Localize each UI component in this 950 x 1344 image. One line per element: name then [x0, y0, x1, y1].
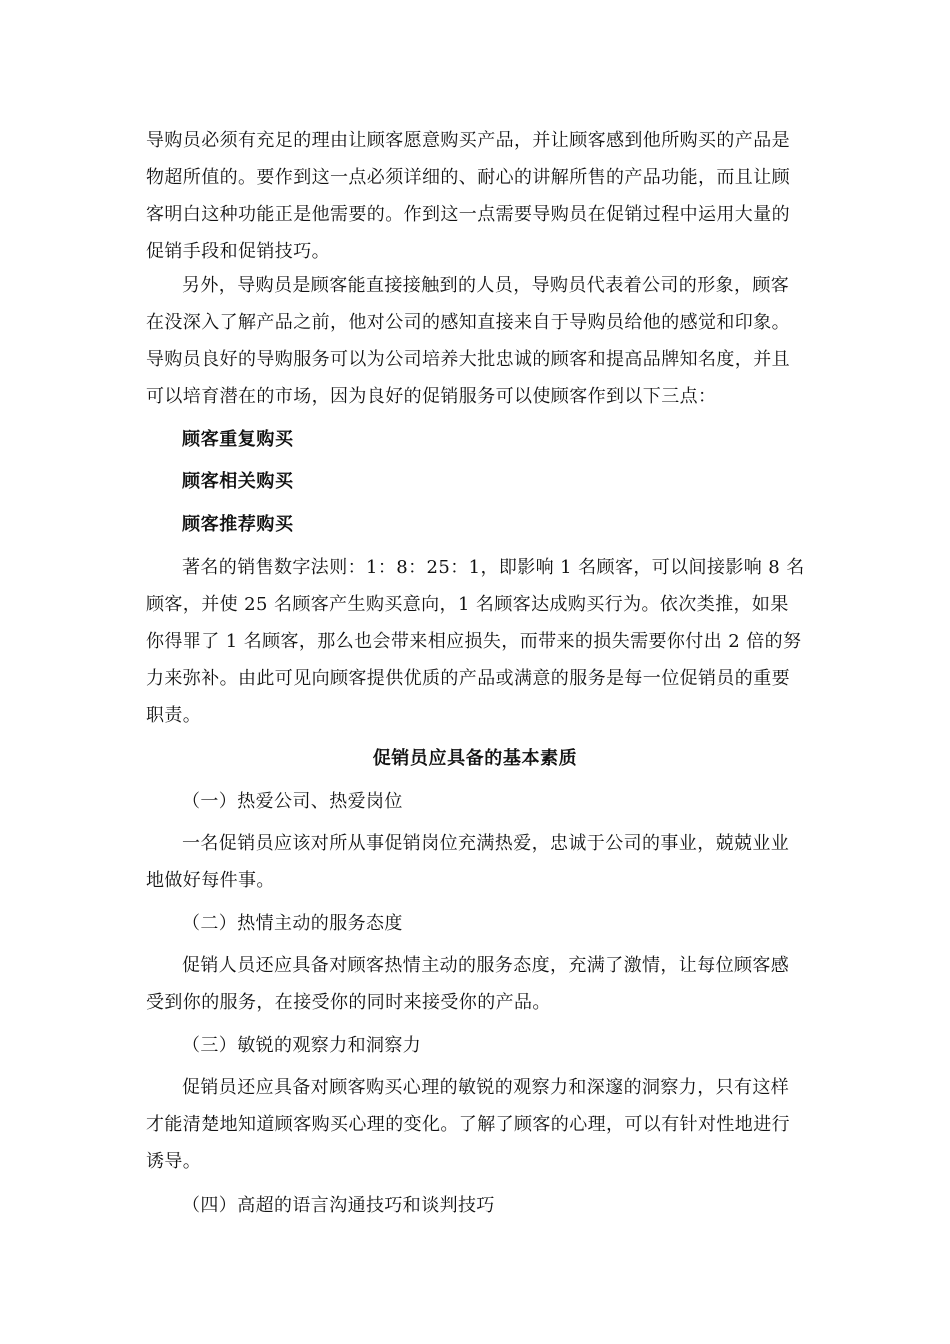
section-2-body	[146, 947, 806, 1021]
subhead-4: （四）高超的语言沟通技巧和谈判技巧	[182, 1195, 495, 1216]
paragraph-2-text: 另外，导购员是顾客能直接接触到的人员，导购员代表着公司的形象，顾客在没深入了解产品之前，他对公司的感知直接来自于导购员给他的感觉和印象。导购员良好的导购服务可以为公司培养大批忠诚的顾客和提高品牌知名度，并且可以培育潜在的市场，因为良好的促销服务可以使顾客作到以下三点：	[146, 275, 790, 407]
subhead-1: （一）热爱公司、热爱岗位	[182, 791, 403, 812]
paragraph-3	[146, 549, 806, 734]
paragraph-1-text: 导购员必须有充足的理由让顾客愿意购买产品，并让顾客感到他所购买的产品是物超所值的。要作到这一点必须详细的、耐心的讲解所售的产品功能，而且让顾客明白这种功能正是他需要的。作到这一点需要导购员在促销过程中运用大量的促销手段和促销技巧。	[146, 130, 790, 262]
section-title: 促销员应具备的基本素质	[372, 748, 578, 769]
bold-point-referral-purchase: 顾客推荐购买	[182, 514, 294, 535]
section-1-body	[146, 825, 806, 899]
section-2-body-text: 促销人员还应具备对顾客热情主动的服务态度，充满了激情，让每位顾客感受到你的服务，在接受你的同时来接受你的产品。	[146, 955, 790, 1013]
bold-point-repeat-purchase: 顾客重复购买	[182, 429, 294, 450]
paragraph-3-text: 著名的销售数字法则：1：8：25：1，即影响 1 名顾客，可以间接影响 8 名顾客，并使 25 名顾客产生购买意向，1 名顾客达成购买行为。依次类推，如果你得罪了 1 名顾客，那么也会带来相应损失，而带来的损失需要你付出 2 倍的努力来弥补。由此可见向顾客提供优质的产品或满意的服务是每一位促销员的重要职责。	[146, 557, 805, 726]
section-3-body-text: 促销员还应具备对顾客购买心理的敏锐的观察力和深邃的洞察力，只有这样才能清楚地知道顾客购买心理的变化。了解了顾客的心理，可以有针对性地进行诱导。	[146, 1077, 790, 1172]
section-3-body	[146, 1069, 806, 1180]
paragraph-1	[146, 122, 806, 270]
subhead-3: （三）敏锐的观察力和洞察力	[182, 1035, 422, 1056]
paragraph-2	[146, 267, 806, 415]
subhead-2: （二）热情主动的服务态度	[182, 913, 403, 934]
section-1-body-text: 一名促销员应该对所从事促销岗位充满热爱，忠诚于公司的事业，兢兢业业地做好每件事。	[146, 833, 790, 891]
bold-point-related-purchase: 顾客相关购买	[182, 471, 294, 492]
